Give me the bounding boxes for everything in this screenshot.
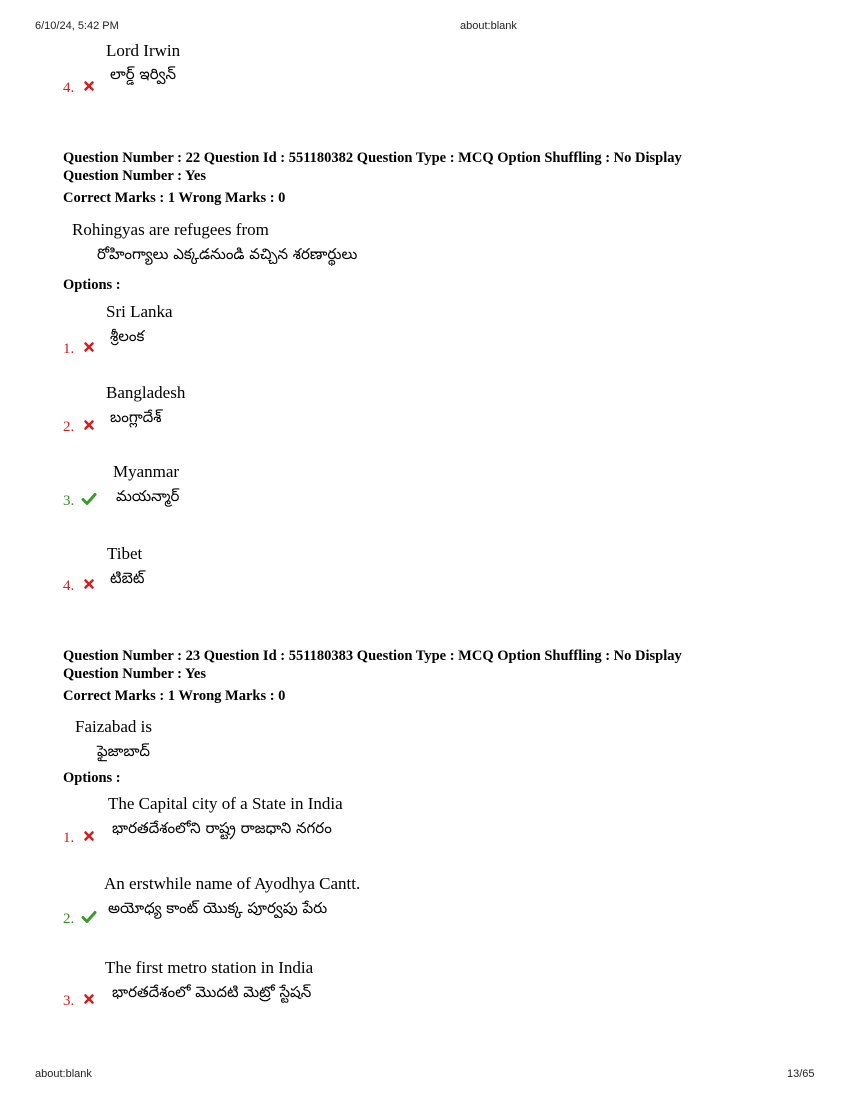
question-text-english: Rohingyas are refugees from bbox=[72, 220, 269, 239]
option-english: Bangladesh bbox=[106, 383, 186, 402]
option-number: 2. bbox=[63, 911, 75, 927]
option-number: 3. bbox=[63, 993, 75, 1009]
option-number: 3. bbox=[63, 493, 75, 509]
option-telugu: మయన్మార్ bbox=[116, 487, 180, 505]
option-english: The Capital city of a State in India bbox=[108, 794, 343, 813]
option-number: 1. bbox=[63, 830, 75, 846]
print-datetime: 6/10/24, 5:42 PM bbox=[35, 20, 119, 32]
option-telugu: లార్డ్ ఇర్విన్ bbox=[110, 65, 176, 83]
options-label: Options : bbox=[63, 770, 121, 786]
checkmark-icon bbox=[81, 492, 97, 506]
print-footer-url: about:blank bbox=[35, 1068, 92, 1080]
option-telugu: టిబెట్ bbox=[110, 569, 145, 587]
option-number: 4. bbox=[63, 578, 75, 594]
option-number: 4. bbox=[63, 80, 75, 96]
option-telugu: అయోధ్య కాంట్ యొక్క పూర్వపు పేరు bbox=[108, 899, 328, 917]
print-page-number: 13/65 bbox=[787, 1068, 815, 1080]
option-english: Lord Irwin bbox=[106, 41, 181, 60]
question-marks: Correct Marks : 1 Wrong Marks : 0 bbox=[63, 190, 286, 206]
print-page-title: about:blank bbox=[460, 20, 517, 32]
question-meta-line: Question Number : Yes bbox=[63, 168, 206, 184]
options-label: Options : bbox=[63, 277, 121, 293]
cross-icon bbox=[83, 993, 95, 1005]
question-text-english: Faizabad is bbox=[75, 717, 152, 736]
option-telugu: శ్రీలంక bbox=[110, 327, 145, 345]
question-meta-line: Question Number : Yes bbox=[63, 666, 206, 682]
option-number: 1. bbox=[63, 341, 75, 357]
question-text-telugu: రోహింగ్యాలు ఎక్కడనుండి వచ్చిన శరణార్థులు bbox=[97, 245, 358, 263]
option-english: Sri Lanka bbox=[106, 302, 173, 321]
cross-icon bbox=[83, 341, 95, 353]
cross-icon bbox=[83, 578, 95, 590]
option-english: The first metro station in India bbox=[105, 958, 314, 977]
cross-icon bbox=[83, 830, 95, 842]
option-english: Myanmar bbox=[113, 462, 180, 481]
question-meta-line: Question Number : 22 Question Id : 551180382 Question Type : MCQ Option Shuffling : No Display bbox=[63, 150, 682, 166]
option-english: An erstwhile name of Ayodhya Cantt. bbox=[104, 874, 361, 893]
cross-icon bbox=[83, 419, 95, 431]
question-marks: Correct Marks : 1 Wrong Marks : 0 bbox=[63, 688, 286, 704]
option-telugu: భారతదేశంలోని రాష్ట్ర రాజధాని నగరం bbox=[112, 819, 332, 837]
question-meta-line: Question Number : 23 Question Id : 551180383 Question Type : MCQ Option Shuffling : No Display bbox=[63, 648, 682, 664]
cross-icon bbox=[83, 80, 95, 92]
option-number: 2. bbox=[63, 419, 75, 435]
checkmark-icon bbox=[81, 910, 97, 924]
question-text-telugu: ఫైజాబాద్ bbox=[97, 742, 151, 760]
option-english: Tibet bbox=[107, 544, 143, 563]
option-telugu: బంగ్లాదేశ్ bbox=[110, 408, 162, 426]
option-telugu: భారతదేశంలో మొదటి మెట్రో స్టేషన్ bbox=[112, 983, 312, 1001]
